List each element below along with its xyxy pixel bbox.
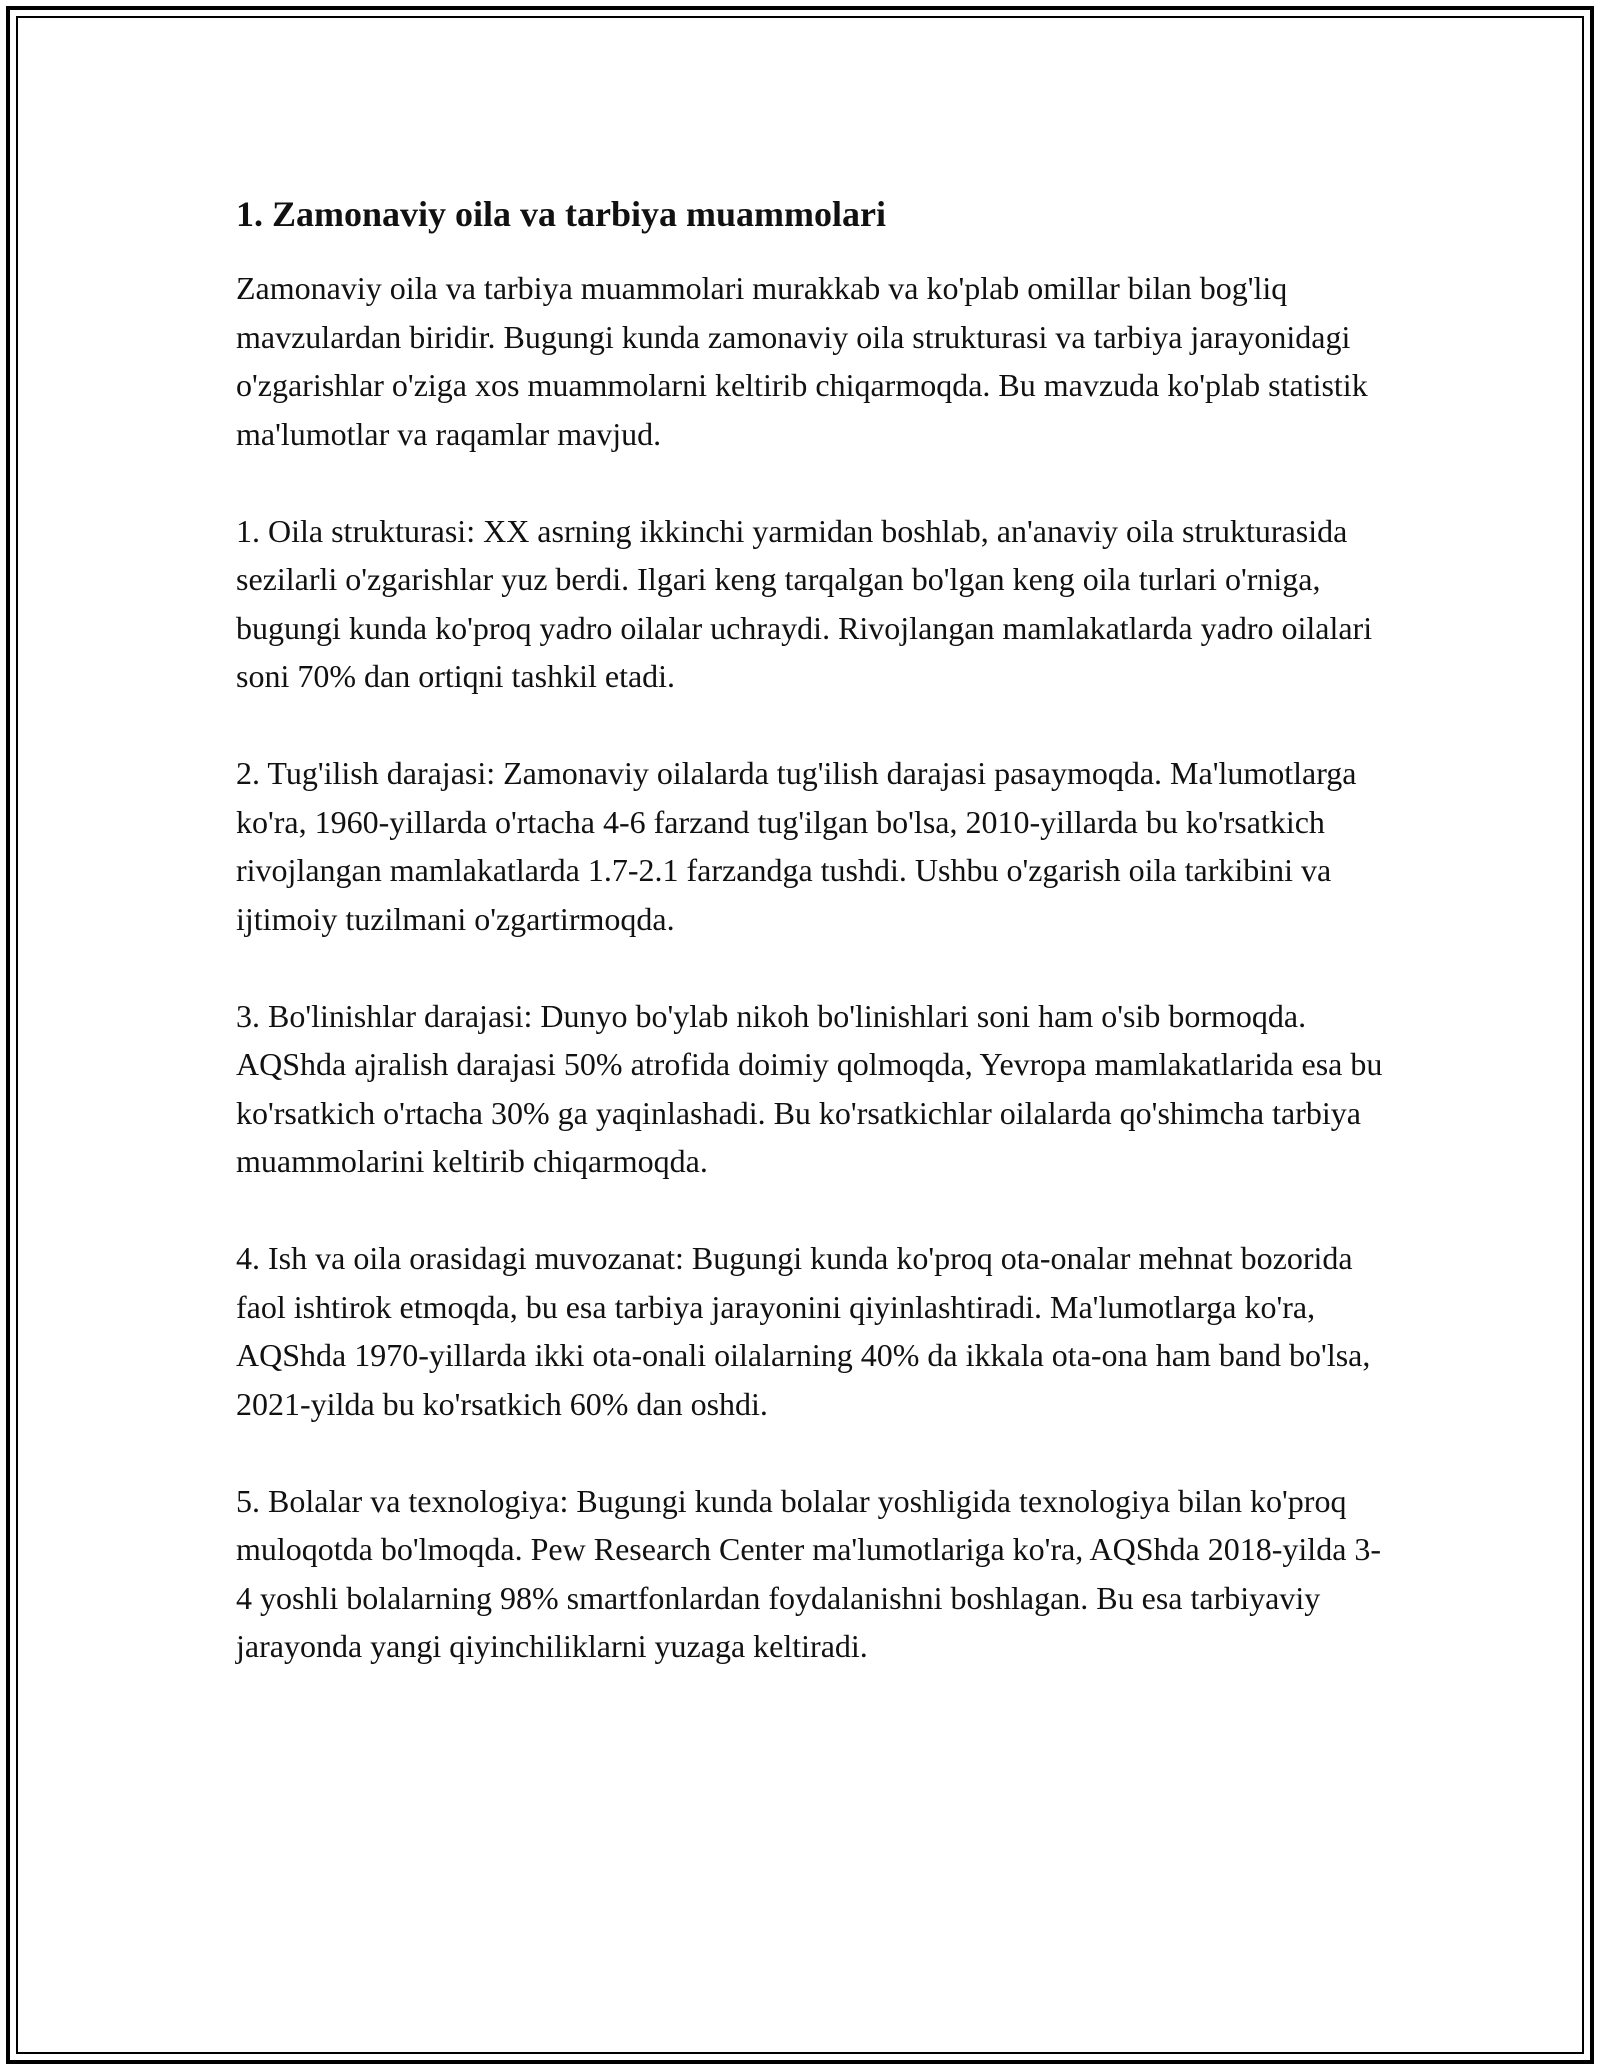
paragraph-children-technology: 5. Bolalar va texnologiya: Bugungi kunda bolalar yoshligida texnologiya bilan ko'proq muloqotda bo'lmoqda. Pew Research Center ma'lumotlariga ko'ra, AQShda 2018-yilda 3-4 yoshli bolalarning 98% smartfonlardan foydalanishni boshlagan. Bu esa tarbiyaviy jarayonda yangi qiyinchiliklarni yuzaga keltiradi.: [236, 1482, 1382, 1664]
intro-paragraph: Zamonaviy oila va tarbiya muammolari murakkab va ko'plab omillar bilan bog'liq mavzulardan biridir. Bugungi kunda zamonaviy oila strukturasi va tarbiya jarayonidagi o'zgarishlar o'ziga xos muammolarni keltirib chiqarmoqda. Bu mavzuda ko'plab statistik ma'lumotlar va raqamlar mavjud.: [236, 270, 1368, 452]
document-body: [236, 186, 1396, 1719]
paragraph-birth-rate: 2. Tug'ilish darajasi: Zamonaviy oilalarda tug'ilish darajasi pasaymoqda. Ma'lumotlarga ko'ra, 1960-yillarda o'rtacha 4-6 farzand tug'ilgan bo'lsa, 2010-yillarda bu ko'rsatkich rivojlangan mamlakatlarda 1.7-2.1 farzandga tushdi. Ushbu o'zgarish oila tarkibini va ijtimoiy tuzilmani o'zgartirmoqda.: [236, 755, 1357, 937]
paragraph-divorce-rate: 3. Bo'linishlar darajasi: Dunyo bo'ylab nikoh bo'linishlari soni ham o'sib bormoqda. AQShda ajralish darajasi 50% atrofida doimiy qolmoqda, Yevropa mamlakatlarida esa bu ko'rsatkich o'rtacha 30% ga yaqinlashadi. Bu ko'rsatkichlar oilalarda qo'shimcha tarbiya muammolarini keltirib chiqarmoqda.: [236, 997, 1383, 1179]
paragraph-family-structure: 1. Oila strukturasi: XX asrning ikkinchi yarmidan boshlab, an'anaviy oila strukturasida sezilarli o'zgarishlar yuz berdi. Ilgari keng tarqalgan bo'lgan keng oila turlari o'rniga, bugungi kunda ko'proq yadro oilalar uchraydi. Rivojlangan mamlakatlarda yadro oilalari soni 70% dan ortiqni tashkil etadi.: [236, 512, 1373, 694]
section-heading: 1. Zamonaviy oila va tarbiya muammolari: [236, 194, 886, 234]
paragraph-work-family-balance: 4. Ish va oila orasidagi muvozanat: Bugungi kunda ko'proq ota-onalar mehnat bozorida faol ishtirok etmoqda, bu esa tarbiya jarayonini qiyinlashtiradi. Ma'lumotlarga ko'ra, AQShda 1970-yillarda ikki ota-onali oilalarning 40% da ikkala ota-ona ham band bo'lsa, 2021-yilda bu ko'rsatkich 60% dan oshdi.: [236, 1240, 1371, 1422]
